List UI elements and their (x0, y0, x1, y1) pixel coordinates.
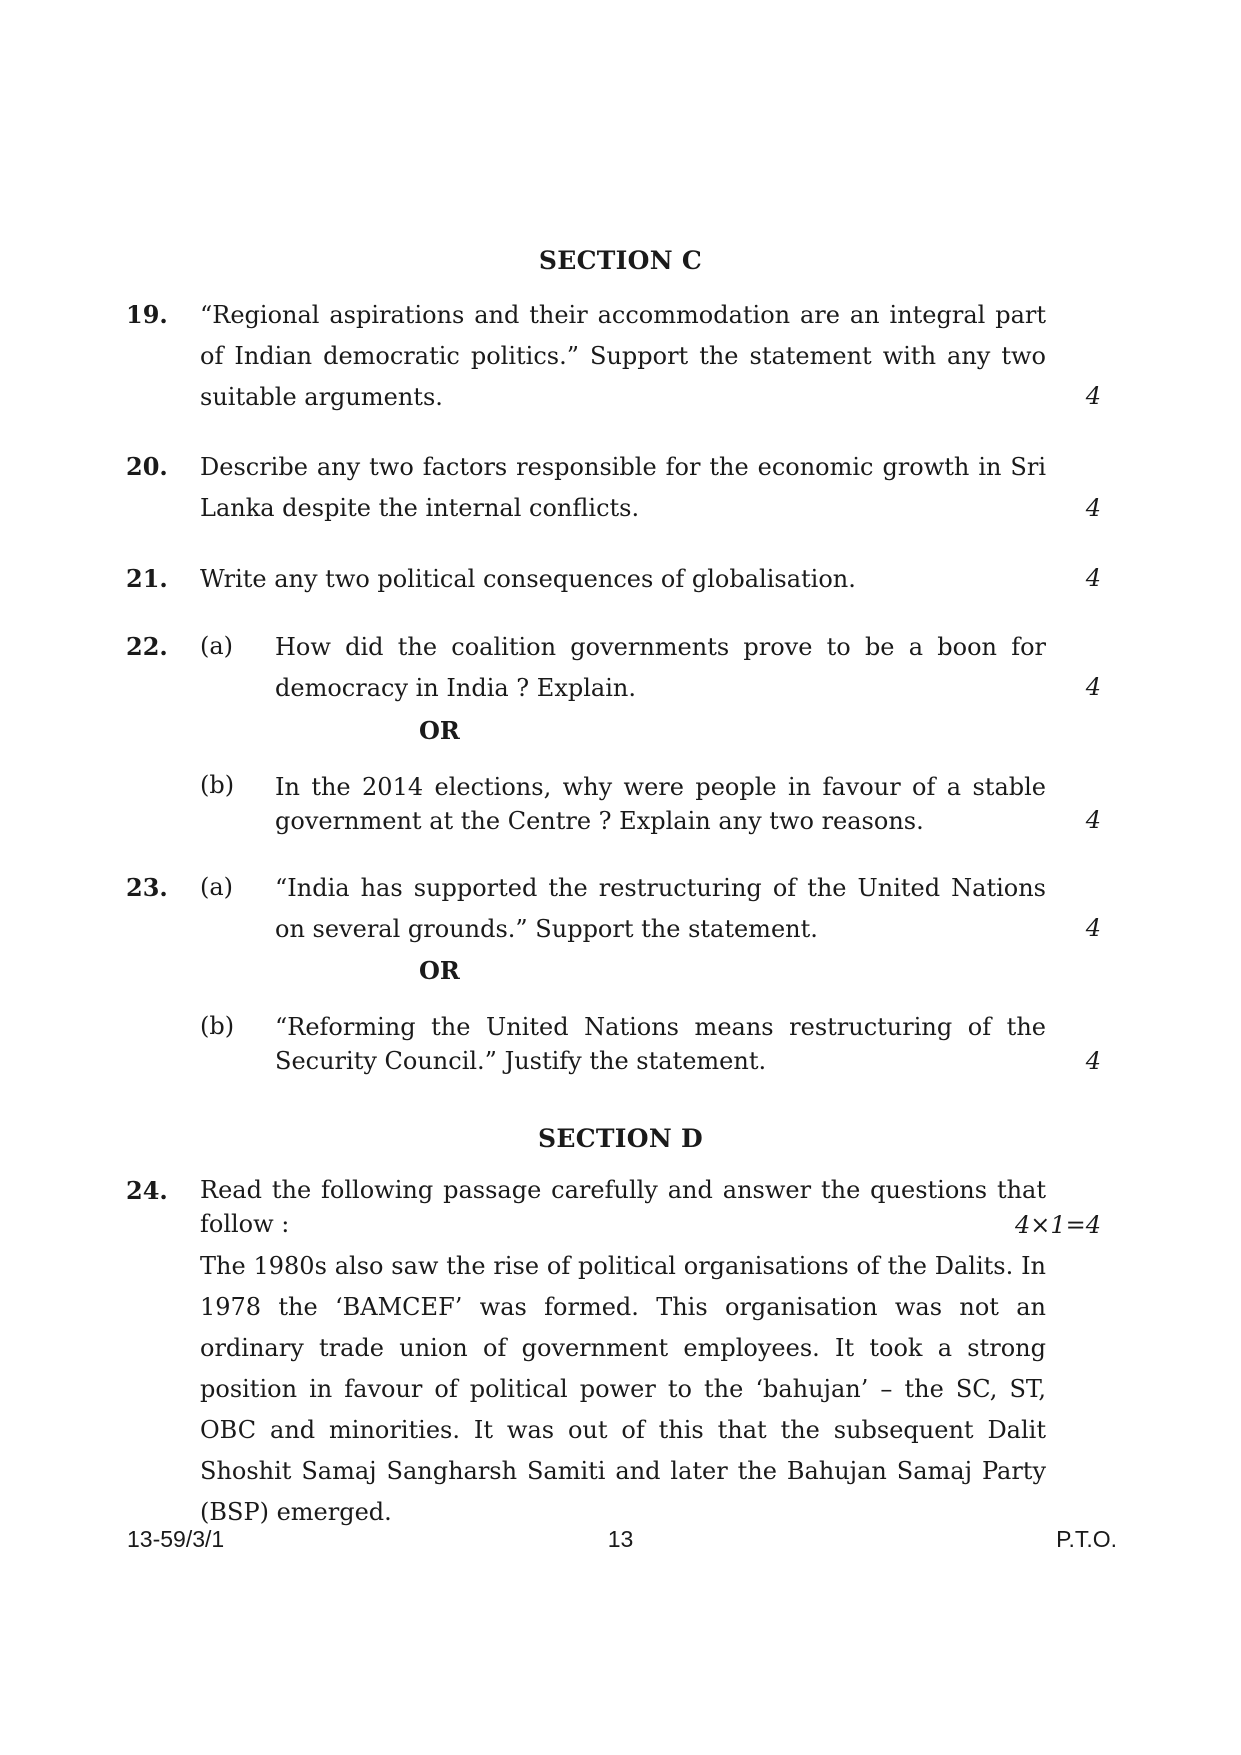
question-21-marks: 4 (1085, 564, 1101, 592)
question-22-b-label: (b) (200, 771, 235, 799)
question-21-number: 21. (126, 564, 168, 593)
question-20-number: 20. (126, 452, 168, 481)
question-22-a-marks: 4 (1085, 673, 1101, 701)
section-d-heading: SECTION D (537, 1124, 704, 1153)
footer-page-number: 13 (607, 1526, 634, 1552)
question-22-b-text: In the 2014 elections, why were people in favour of a stable government at the Centre ? Explain any two reasons. (275, 773, 1046, 835)
question-23-a-text: “India has supported the restructuring of the United Nations on several grounds.” Support the statement. (275, 874, 1046, 943)
question-22-a-label: (a) (200, 632, 234, 660)
question-19-text: “Regional aspirations and their accommodation are an integral part of Indian democratic politics.” Support the statement with any two suitable arguments. (200, 301, 1046, 411)
question-22-or: OR (419, 716, 460, 745)
question-24-intro: Read the following passage carefully and answer the questions that follow : (200, 1176, 1046, 1238)
question-22-a-text: How did the coalition governments prove to be a boon for democracy in India ? Explain. (275, 633, 1046, 702)
question-19-number: 19. (126, 300, 168, 329)
question-23-a-label: (a) (200, 873, 234, 901)
question-24-marks: 4×1=4 (1014, 1211, 1101, 1239)
question-23-a-marks: 4 (1085, 914, 1101, 942)
footer-paper-code: 13-59/3/1 (127, 1526, 225, 1552)
question-20-marks: 4 (1085, 494, 1101, 522)
question-22-number: 22. (126, 632, 168, 661)
question-24-passage: The 1980s also saw the rise of political organisations of the Dalits. In 1978 the ‘BAMCEF’ was formed. This organisation was not an ordinary trade union of government employees. It took a strong position in favour of political power to the ‘bahujan’ – the SC, ST, OBC and minorities. It was out of this that the subsequent Dalit Shoshit Samaj Sangharsh Samiti and later the Bahujan Samaj Party (BSP) emerged. (200, 1252, 1046, 1526)
question-23-or: OR (419, 956, 460, 985)
question-19-marks: 4 (1085, 382, 1101, 410)
question-23-number: 23. (126, 873, 168, 902)
footer-pto: P.T.O. (1056, 1526, 1117, 1552)
question-22-b-marks: 4 (1085, 806, 1101, 834)
question-23-b-text: “Reforming the United Nations means restructuring of the Security Council.” Justify the statement. (275, 1013, 1046, 1075)
question-24-number: 24. (126, 1176, 168, 1205)
question-21-text: Write any two political consequences of globalisation. (200, 565, 856, 593)
question-23-b-label: (b) (200, 1012, 235, 1040)
question-20-text: Describe any two factors responsible for the economic growth in Sri Lanka despite the internal conflicts. (200, 453, 1046, 522)
question-23-b-marks: 4 (1085, 1047, 1101, 1075)
section-c-heading: SECTION C (538, 246, 703, 275)
